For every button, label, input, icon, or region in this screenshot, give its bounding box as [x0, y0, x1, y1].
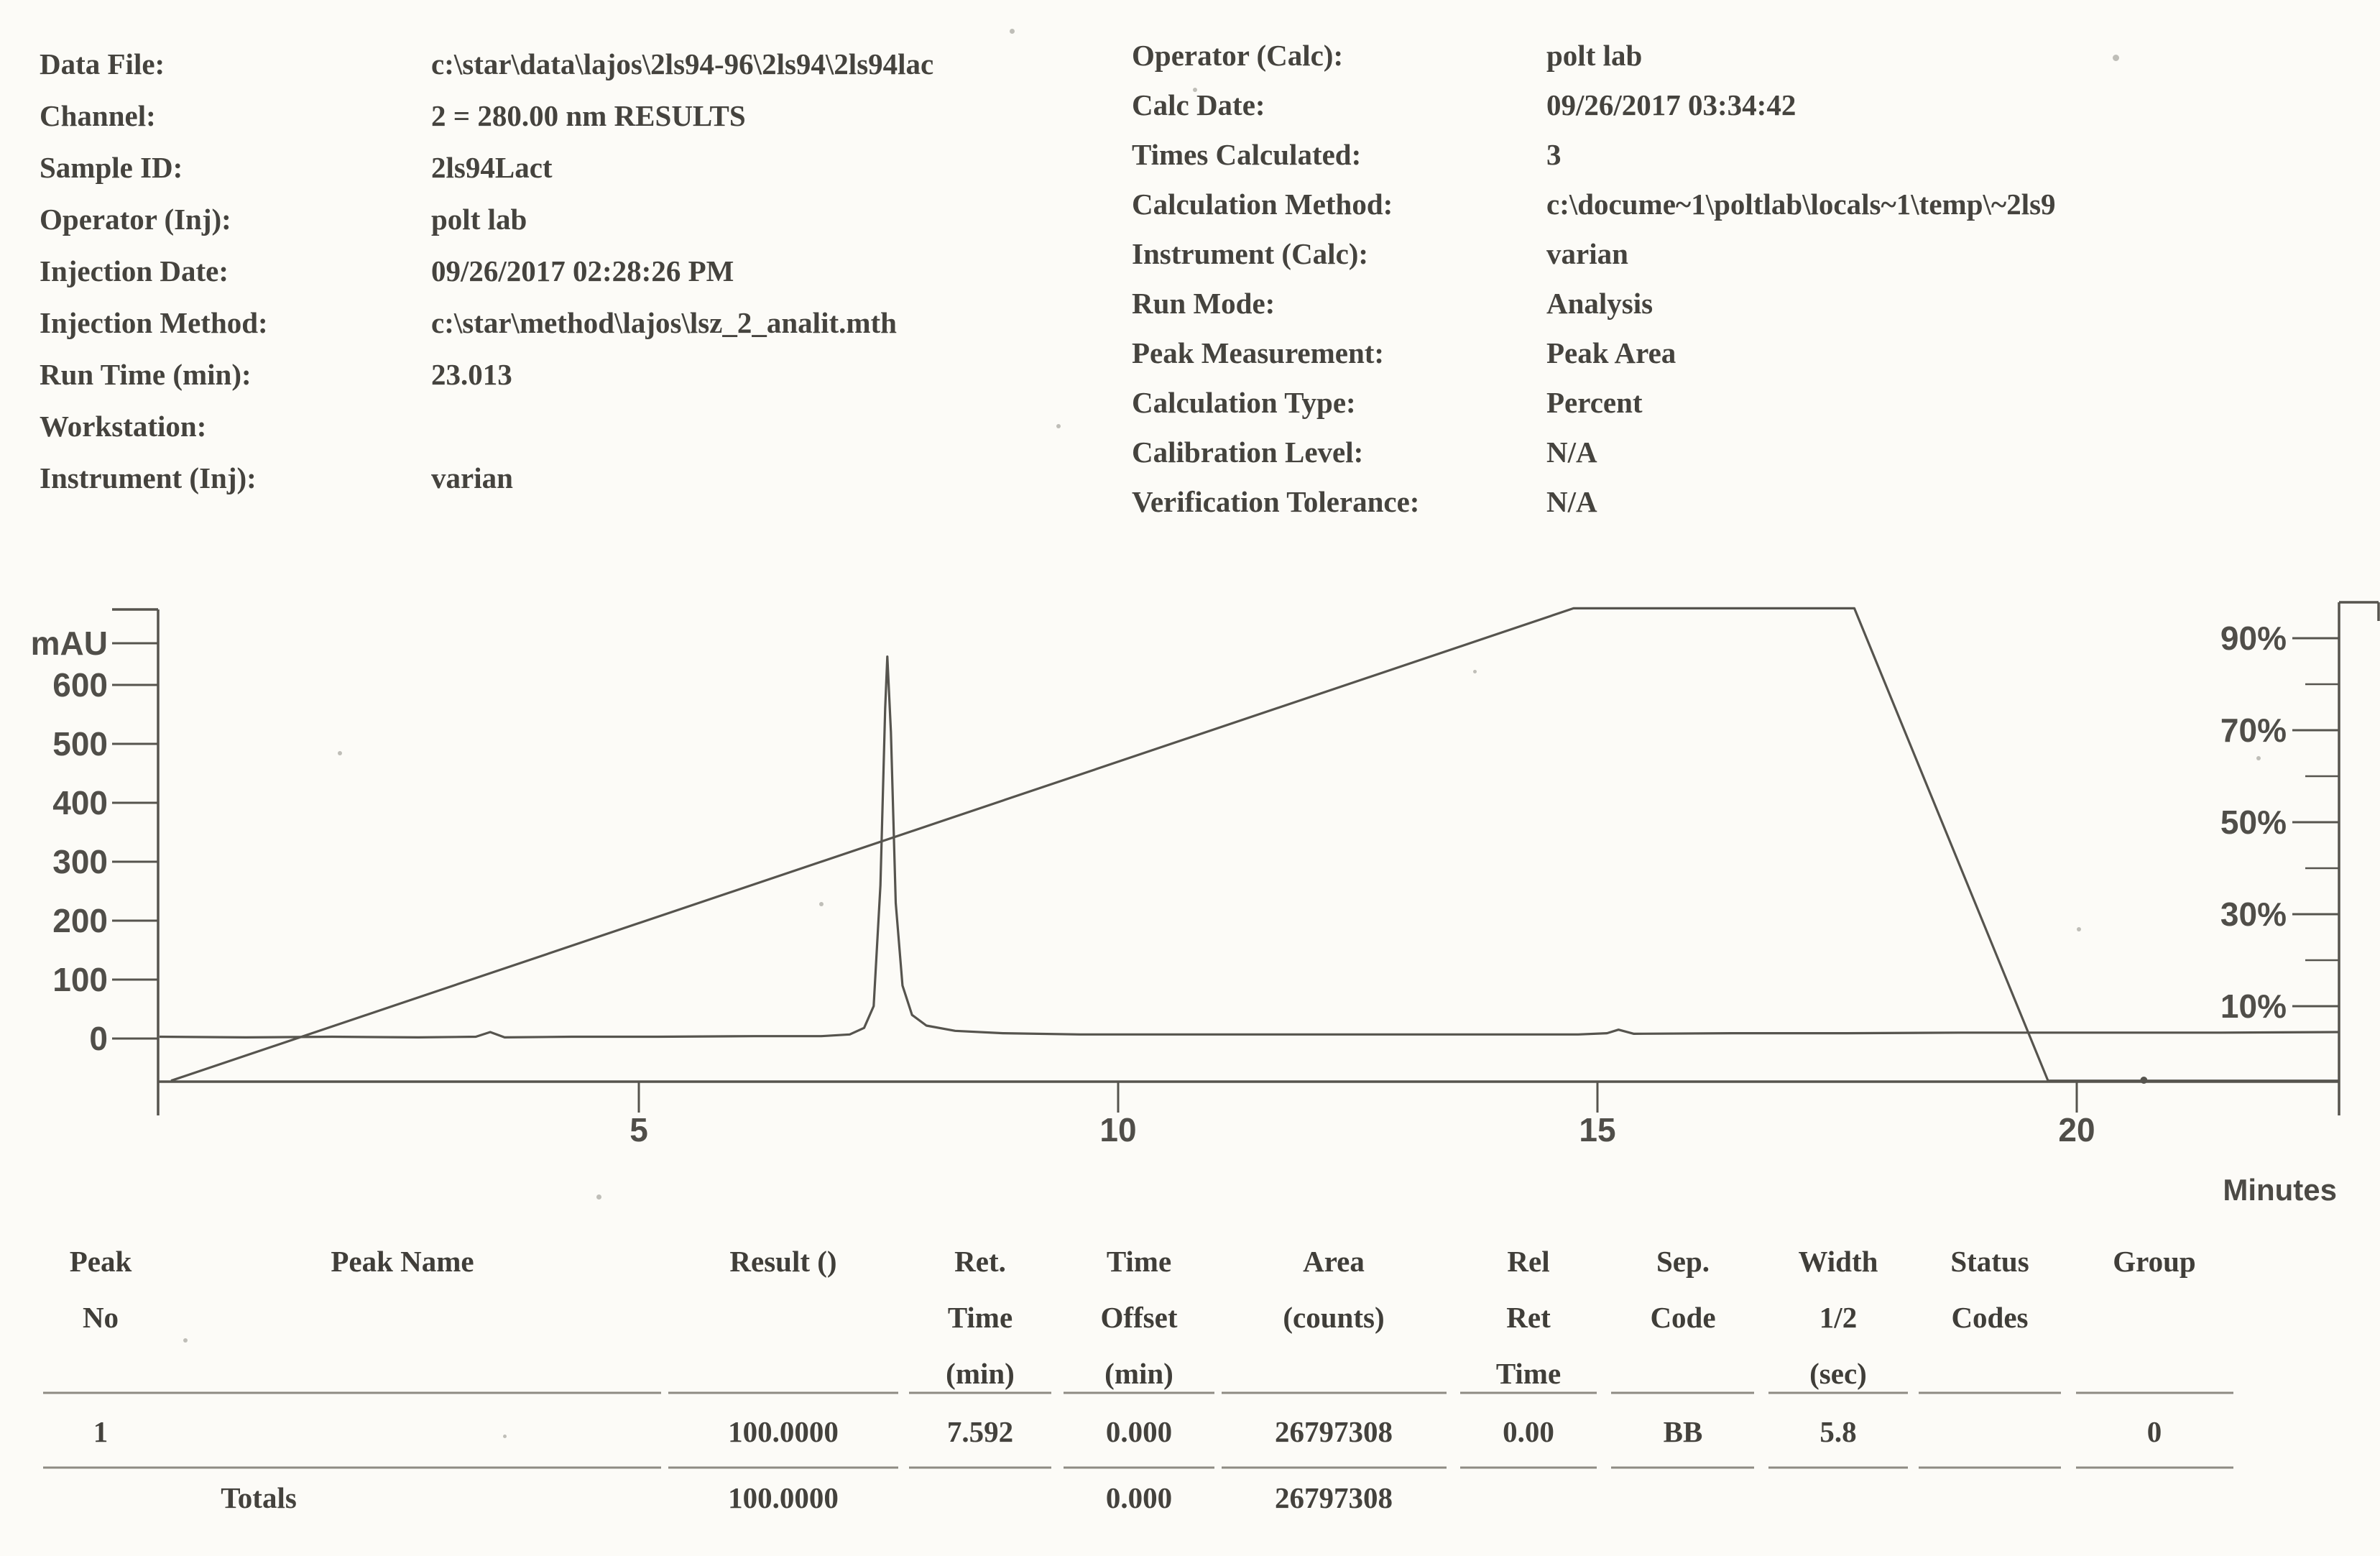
scan-speck [1010, 29, 1015, 34]
table-header-line: Peak Name [331, 1245, 474, 1278]
info-label: Injection Method: [40, 306, 268, 339]
right-axis-tick-label: 30% [2220, 896, 2287, 933]
table-cell: 7.592 [946, 1415, 1014, 1448]
info-label: Operator (Inj): [40, 203, 231, 236]
table-cell: 0 [2146, 1415, 2162, 1448]
scan-speck [1193, 88, 1197, 92]
table-header-cell [2074, 1233, 2236, 1289]
scan-speck [2077, 927, 2081, 931]
info-value: polt lab [431, 203, 527, 236]
table-header-line: Group [2113, 1245, 2196, 1278]
info-value: c:\docume~1\poltlab\locals~1\temp\~2ls9 [1546, 188, 2056, 221]
table-header-cell [905, 1233, 1056, 1401]
totals-label: Totals [221, 1481, 297, 1514]
info-value: c:\star\data\lajos\2ls94-96\2ls94\2ls94lac [431, 47, 934, 80]
gradient-trace [171, 608, 2338, 1080]
info-value: N/A [1546, 485, 1597, 518]
scan-speck [2113, 55, 2119, 61]
y-axis-tick-label: 0 [89, 1020, 108, 1057]
table-header-line: Time [1106, 1245, 1172, 1278]
x-axis-tick-label: 20 [2058, 1111, 2095, 1148]
info-value: Percent [1546, 386, 1643, 419]
info-value: c:\star\method\lajos\lsz_2_analit.mth [431, 306, 897, 339]
y-axis-tick-label: 200 [52, 902, 108, 939]
table-header-cell [43, 1233, 158, 1345]
table-header-cell [1610, 1233, 1757, 1345]
x-axis-tick-label: 10 [1099, 1111, 1137, 1148]
scan-speck [819, 902, 824, 906]
scan-speck [596, 1194, 601, 1200]
table-header-line: (min) [946, 1357, 1015, 1390]
info-label: Channel: [40, 99, 156, 132]
info-label: Peak Measurement: [1132, 336, 1385, 369]
table-header-line: (sec) [1809, 1357, 1867, 1390]
table-header-cell [1457, 1233, 1600, 1401]
scan-speck [2256, 756, 2261, 760]
x-axis-unit-label: Minutes [2223, 1173, 2337, 1207]
table-cell: 5.8 [1819, 1415, 1857, 1448]
scan-speck [1473, 670, 1477, 673]
y-axis-tick-label: 100 [52, 961, 108, 998]
table-header-line: Rel [1507, 1245, 1550, 1278]
info-value: 3 [1546, 138, 1562, 171]
table-header-line: Status [1950, 1245, 2029, 1278]
table-cell: 0.00 [1503, 1415, 1554, 1448]
info-value: N/A [1546, 436, 1597, 469]
info-label: Operator (Calc): [1132, 39, 1344, 72]
info-label: Calibration Level: [1132, 436, 1364, 469]
totals-value: 26797308 [1275, 1481, 1393, 1514]
scan-speck [1056, 424, 1061, 428]
info-label: Instrument (Calc): [1132, 237, 1369, 270]
table-header-line: Ret [1506, 1301, 1551, 1334]
table-header-line: Codes [1951, 1301, 2029, 1334]
info-label: Data File: [40, 47, 165, 80]
right-axis-tick-label: 70% [2220, 712, 2287, 749]
y-axis-tick-label: 400 [52, 784, 108, 821]
absorbance-trace [160, 657, 2338, 1038]
table-header-line: Time [1495, 1357, 1562, 1390]
y-axis-tick-label: 600 [52, 666, 108, 704]
table-header-cell [1765, 1233, 1912, 1401]
table-header-line: Peak [69, 1245, 132, 1278]
info-label: Times Calculated: [1132, 138, 1362, 171]
right-axis-tick-label: 90% [2220, 620, 2287, 657]
table-header-line: (min) [1104, 1357, 1173, 1390]
x-axis-tick-label: 5 [629, 1111, 648, 1148]
info-value: 09/26/2017 02:28:26 PM [431, 254, 734, 287]
table-cell: 0.000 [1105, 1415, 1173, 1448]
table-header-cell [1217, 1233, 1451, 1345]
info-value: 2ls94Lact [431, 151, 553, 184]
table-header-line: 1/2 [1819, 1301, 1858, 1334]
table-header-cell [1917, 1233, 2064, 1345]
info-label: Injection Date: [40, 254, 229, 287]
table-header-cell [165, 1233, 640, 1289]
totals-value: 0.000 [1105, 1481, 1173, 1514]
info-value: varian [1546, 237, 1628, 270]
info-value: polt lab [1546, 39, 1643, 72]
scan-speck [183, 1338, 188, 1343]
info-label: Run Mode: [1132, 287, 1276, 320]
table-cell: BB [1663, 1415, 1703, 1448]
info-value: Analysis [1546, 287, 1653, 320]
table-header-cell [1058, 1233, 1220, 1401]
table-header-line: Result () [729, 1245, 837, 1278]
info-label: Calculation Type: [1132, 386, 1356, 419]
table-cell: 26797308 [1275, 1415, 1393, 1448]
table-header-line: Area [1303, 1245, 1365, 1278]
right-axis-tick-label: 50% [2220, 804, 2287, 841]
table-header-line: Sep. [1656, 1245, 1710, 1278]
info-value: 09/26/2017 03:34:42 [1546, 88, 1796, 121]
info-label: Workstation: [40, 410, 207, 443]
table-cell: 1 [93, 1415, 109, 1448]
info-value: Peak Area [1546, 336, 1676, 369]
info-value: 23.013 [431, 358, 512, 391]
table-header-line: Time [947, 1301, 1013, 1334]
y-axis-tick-label: 500 [52, 725, 108, 763]
table-header-line: (counts) [1283, 1301, 1385, 1334]
info-label: Calculation Method: [1132, 188, 1393, 221]
info-label: Instrument (Inj): [40, 461, 257, 494]
info-value: 2 = 280.00 nm RESULTS [431, 99, 746, 132]
table-header-line: Width [1798, 1245, 1878, 1278]
scan-speck [338, 751, 342, 755]
info-label: Run Time (min): [40, 358, 252, 391]
info-label: Calc Date: [1132, 88, 1265, 121]
table-header-line: Offset [1100, 1301, 1178, 1334]
scan-speck [503, 1435, 507, 1438]
table-header-line: Code [1650, 1301, 1716, 1334]
y-axis-tick-label: 300 [52, 843, 108, 880]
table-cell: 100.0000 [728, 1415, 839, 1448]
info-value: varian [431, 461, 513, 494]
totals-value: 100.0000 [728, 1481, 839, 1514]
table-header-line: No [82, 1301, 119, 1334]
info-label: Verification Tolerance: [1132, 485, 1420, 518]
info-label: Sample ID: [40, 151, 183, 184]
right-axis-tick-label: 10% [2220, 988, 2287, 1025]
x-axis-tick-label: 15 [1579, 1111, 1616, 1148]
gradient-end-dot [2140, 1077, 2147, 1084]
y-axis-unit-label: mAU [30, 625, 108, 662]
table-header-line: Ret. [954, 1245, 1006, 1278]
table-header-cell [665, 1233, 902, 1289]
